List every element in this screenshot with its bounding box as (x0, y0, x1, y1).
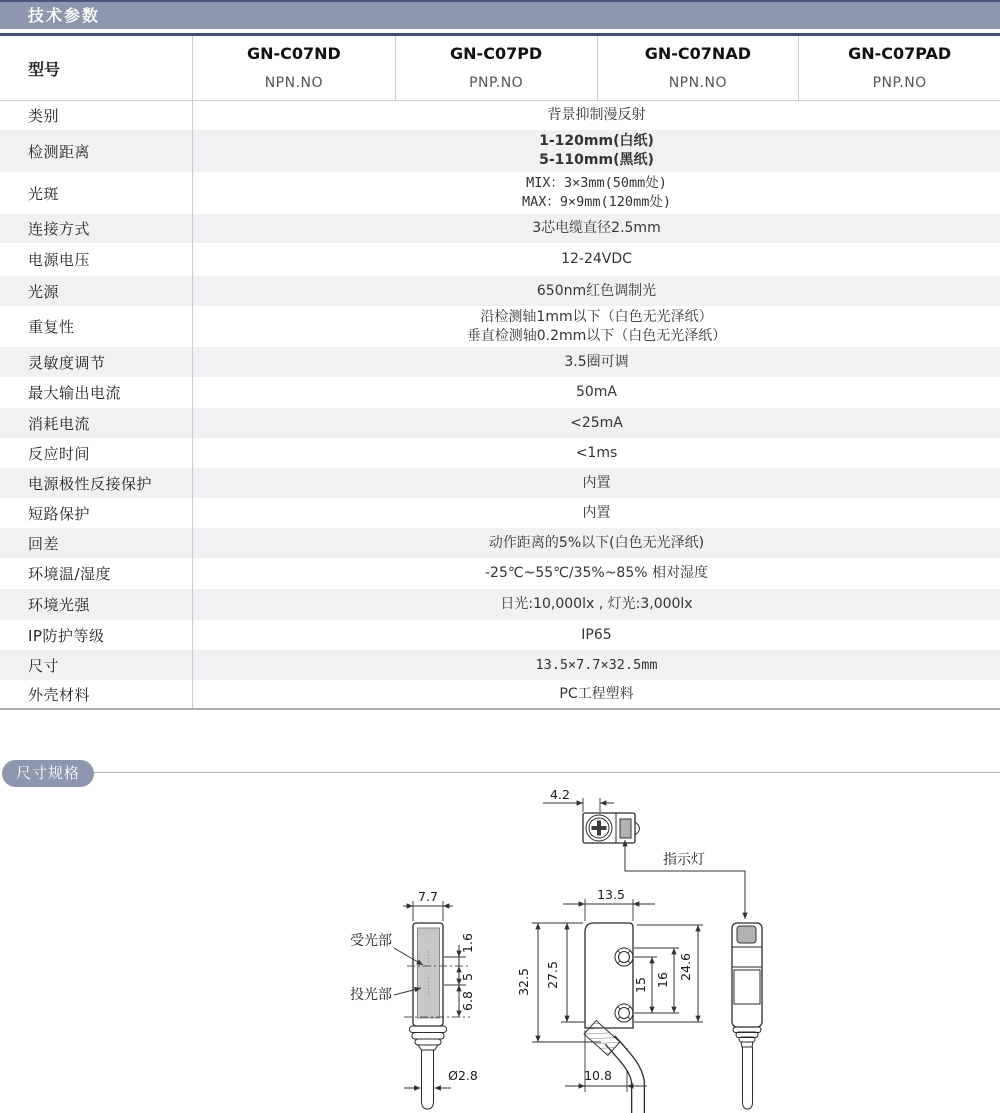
spec-label: 环境光强 (0, 589, 193, 620)
spec-value (193, 101, 1000, 130)
dim-inner-height: 27.5 (545, 961, 560, 989)
spec-value (193, 498, 1000, 528)
model-name: GN-C07PAD (848, 44, 952, 63)
side-view (350, 889, 478, 1109)
spec-row-current-consumption (0, 408, 1000, 438)
spec-value (193, 468, 1000, 498)
spec-value (193, 243, 1000, 276)
front-view (516, 887, 703, 1113)
spec-label: 光源 (0, 276, 193, 306)
spec-value-line: 沿检测轴1mm以下（白色无光泽纸） (480, 308, 713, 325)
spec-value-line: 垂直检测轴0.2mm以下（白色无光泽纸） (466, 327, 727, 344)
sensing-face (418, 928, 440, 1018)
spec-value-line: 3芯电缆直径2.5mm (532, 220, 661, 236)
dim-adjuster-offset: 4.2 (550, 787, 570, 802)
spec-row-sensitivity (0, 347, 1000, 377)
spec-label: 类别 (0, 101, 193, 130)
spec-row-ambient-temp-humidity (0, 558, 1000, 589)
spec-row-ip-rating (0, 620, 1000, 650)
dim-window-gap: 5 (460, 973, 475, 981)
spec-table-body (0, 101, 1000, 708)
spec-label: 电源电压 (0, 243, 193, 276)
spec-value (193, 306, 1000, 347)
spec-value (193, 377, 1000, 408)
spec-value-line: 内置 (582, 474, 611, 491)
face-view (732, 923, 762, 1109)
spec-value-line: <1ms (575, 444, 618, 461)
spec-value (193, 620, 1000, 650)
spec-value-line: 50mA (575, 384, 618, 400)
spec-table (0, 33, 1000, 710)
spec-value (193, 408, 1000, 438)
spec-value (193, 558, 1000, 589)
spec-row-light-spot (0, 172, 1000, 214)
dimension-drawing (0, 785, 1000, 1113)
spec-label: 短路保护 (0, 498, 193, 528)
spec-value-line: 1-120mm(白纸) (539, 133, 654, 149)
spec-row-category (0, 101, 1000, 130)
spec-value-line: 动作距离的5%以下(白色无光泽纸) (488, 534, 705, 551)
spec-table-header (0, 36, 1000, 101)
spec-value (193, 130, 1000, 172)
spec-value (193, 214, 1000, 243)
dim-cable-exit-width: 10.8 (584, 1068, 612, 1083)
dim-hole-pitch: 15 (633, 977, 648, 993)
model-output-type: PNP.NO (469, 75, 524, 91)
spec-label: 重复性 (0, 306, 193, 347)
cable-side (422, 1050, 434, 1109)
spec-label: 消耗电流 (0, 408, 193, 438)
emitter-label: 投光部 (350, 987, 392, 1003)
spec-row-hysteresis (0, 528, 1000, 558)
spec-value (193, 276, 1000, 306)
spec-value-line: 650nm红色调制光 (536, 282, 657, 299)
spec-label: 反应时间 (0, 438, 193, 468)
section-divider-line (50, 772, 1000, 773)
spec-value (193, 438, 1000, 468)
spec-value (193, 680, 1000, 708)
spec-value-line: PC工程塑料 (559, 685, 634, 702)
model-output-type: NPN.NO (668, 75, 728, 91)
model-header-label: 型号 (0, 36, 193, 100)
model-output-type: PNP.NO (872, 75, 927, 91)
spec-row-short-circuit-protection (0, 498, 1000, 528)
spec-row-max-output-current (0, 377, 1000, 408)
dim-emitter-offset: 6.8 (460, 991, 475, 1011)
model-name: GN-C07PD (450, 44, 543, 63)
spec-label: 连接方式 (0, 214, 193, 243)
model-columns (193, 36, 1000, 100)
dim-hole-height: 24.6 (678, 953, 693, 981)
spec-label: 灵敏度调节 (0, 347, 193, 377)
dim-cable-diameter: Ø2.8 (448, 1068, 478, 1083)
model-column (597, 36, 799, 100)
model-column (193, 36, 395, 100)
spec-row-sensing-distance (0, 130, 1000, 172)
spec-label: 电源极性反接保护 (0, 468, 193, 498)
spec-row-housing-material (0, 680, 1000, 708)
indicator-led-front (737, 926, 756, 943)
model-column (395, 36, 597, 100)
receiver-label: 受光部 (350, 933, 392, 949)
spec-row-reverse-polarity-protection (0, 468, 1000, 498)
model-name: GN-C07NAD (644, 44, 751, 63)
indicator-label: 指示灯 (663, 852, 705, 868)
model-output-type: NPN.NO (264, 75, 324, 91)
spec-value (193, 172, 1000, 214)
indicator-led-top (620, 819, 631, 838)
spec-value-line: 13.5×7.7×32.5mm (535, 656, 658, 673)
spec-row-repeatability (0, 306, 1000, 347)
cable-face (743, 1047, 753, 1109)
spec-label: 外壳材料 (0, 680, 193, 708)
spec-row-connection (0, 214, 1000, 243)
top-view (543, 787, 745, 919)
spec-label: 尺寸 (0, 650, 193, 680)
spec-value-line: -25℃~55℃/35%~85% 相对湿度 (485, 565, 708, 581)
spec-label: IP防护等级 (0, 620, 193, 650)
spec-label: 光斑 (0, 172, 193, 214)
spec-row-supply-voltage (0, 243, 1000, 276)
spec-value (193, 347, 1000, 377)
dim-body-depth: 7.7 (418, 889, 438, 904)
spec-label: 检测距离 (0, 130, 193, 172)
model-name: GN-C07ND (246, 44, 341, 63)
dim-receiver-offset: 1.6 (460, 933, 475, 953)
spec-value-line: MAX：9×9mm(120mm处) (522, 194, 671, 210)
dim-hole-pitch2: 16 (655, 972, 670, 988)
spec-value (193, 589, 1000, 620)
spec-label: 环境温/湿度 (0, 558, 193, 589)
spec-row-size (0, 650, 1000, 680)
spec-label: 回差 (0, 528, 193, 558)
spec-value-line: MIX：3×3mm(50mm处) (526, 175, 667, 191)
spec-value-line: 5-110mm(黑纸) (539, 152, 654, 168)
spec-value (193, 528, 1000, 558)
dim-body-width: 13.5 (597, 887, 625, 902)
cable-front (610, 1040, 638, 1113)
spec-value-line: IP65 (581, 626, 612, 643)
tech-params-section-title: 技术参数 (0, 2, 1000, 29)
model-column (798, 36, 1000, 100)
spec-value-line: 日光:10,000lx , 灯光:3,000lx (500, 596, 693, 612)
spec-value-line: 3.5圈可调 (564, 353, 629, 370)
dim-total-height: 32.5 (516, 968, 531, 996)
spec-row-light-source (0, 276, 1000, 306)
spec-row-response-time (0, 438, 1000, 468)
spec-value-line: 12-24VDC (561, 251, 632, 267)
spec-row-ambient-light (0, 589, 1000, 620)
spec-value-line: 背景抑制漫反射 (547, 107, 646, 123)
spec-value-line: 内置 (582, 504, 611, 521)
spec-value-line: <25mA (570, 414, 623, 431)
spec-label: 最大输出电流 (0, 377, 193, 408)
spec-value (193, 650, 1000, 680)
dimensions-section-title: 尺寸规格 (2, 760, 94, 787)
